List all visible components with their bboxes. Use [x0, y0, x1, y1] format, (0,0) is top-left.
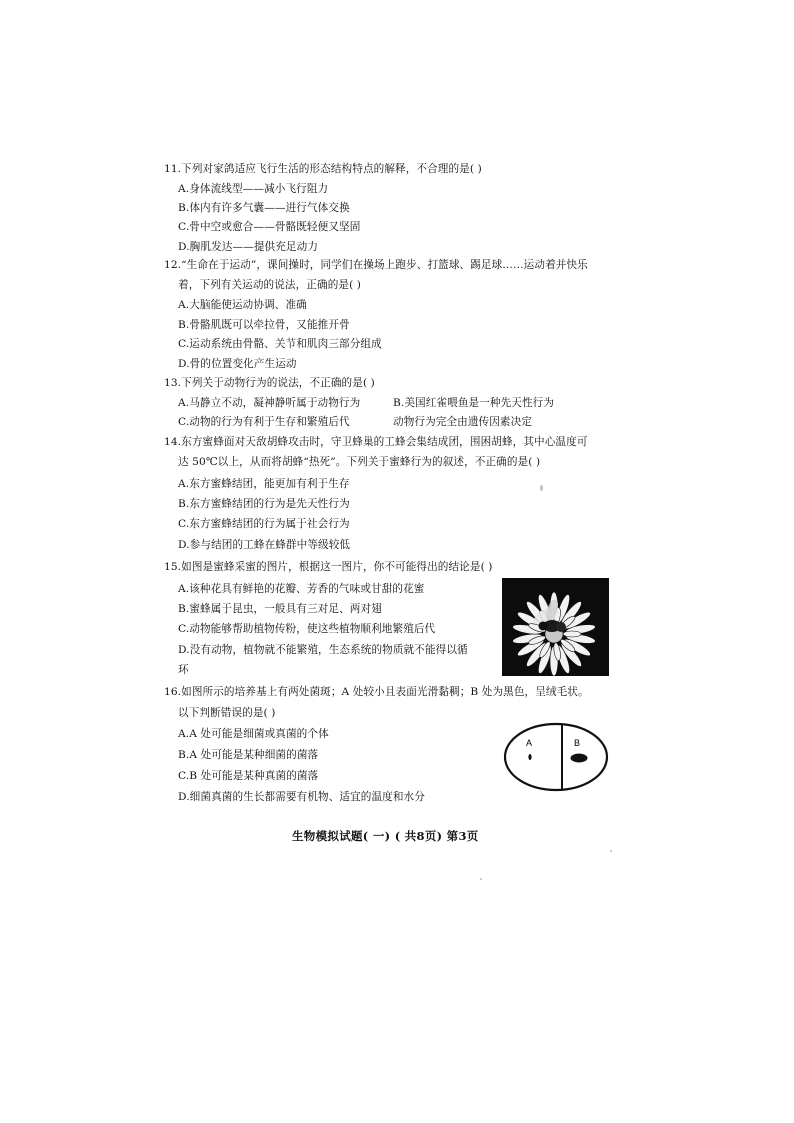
q11-option-a: A.身体流线型——减小飞行阻力 [178, 183, 329, 195]
page-footer: 生物模拟试题( 一) ( 共8页) 第3页 [292, 829, 479, 843]
q14-option-a: A.东方蜜蜂结团，能更加有利于生存 [178, 478, 350, 490]
q12-option-a: A.大脑能使运动协调、准确 [178, 299, 307, 311]
flower-illustration [502, 578, 609, 676]
q11-option-d: D.胸肌发达——提供充足动力 [178, 241, 319, 253]
q15-stem: 15.如图是蜜蜂采蜜的图片，根据这一图片，你不可能得出的结论是( ) [164, 561, 493, 573]
q13-option-c: C.动物的行为有利于生存和繁殖后代 [178, 416, 350, 428]
q11-option-b: B.体内有许多气囊——进行气体交换 [178, 202, 350, 214]
label-b: B [573, 738, 581, 748]
q13-option-b: B.美国红雀喂鱼是一种先天性行为 [393, 397, 555, 409]
q11-option-c: C.骨中空或愈合——骨骼既轻便又坚固 [178, 221, 361, 233]
q12-option-c: C.运动系统由骨骼、关节和肌肉三部分组成 [178, 338, 382, 350]
q15-option-d-continued: 环 [178, 664, 189, 676]
q16-stem: 16.如图所示的培养基上有两处菌斑；A 处较小且表面光滑黏稠；B 处为黑色，呈绒毛状。 [164, 686, 589, 698]
q11-stem: 11.下列对家鸽适应飞行生活的形态结构特点的解释，不合理的是( ) [164, 163, 482, 175]
q16-option-b: B.A 处可能是某种细菌的菌落 [178, 749, 319, 761]
q16-option-a: A.A 处可能是细菌或真菌的个体 [178, 728, 329, 740]
q15-option-b: B.蜜蜂属于昆虫，一般具有三对足、两对翅 [178, 603, 382, 615]
q12-option-b: B.骨骼肌既可以牵拉骨，又能推开骨 [178, 319, 350, 331]
q14-stem-continued: 达 50℃以上，从而将胡蜂“热死”。下列关于蜜蜂行为的叙述，不正确的是( ) [178, 456, 541, 468]
q12-stem-continued: 着，下列有关运动的说法，正确的是( ) [178, 279, 362, 291]
q14-option-c: C.东方蜜蜂结团的行为属于社会行为 [178, 518, 350, 530]
dish-outline [505, 724, 607, 790]
q15-option-c: C.动物能够帮助植物传粉，使这些植物顺利地繁殖后代 [178, 623, 436, 635]
colony-b [571, 754, 588, 763]
q16-stem-continued: 以下判断错误的是( ) [178, 707, 276, 719]
q14-stem: 14.东方蜜蜂面对天敌胡蜂攻击时，守卫蜂巢的工蜂会集结成团，围困胡蜂，其中心温度可 [164, 436, 588, 448]
scan-speck [480, 878, 482, 880]
q15-option-a: A.该种花具有鲜艳的花瓣、芳香的气味或甘甜的花蜜 [178, 583, 425, 595]
bee-flower-photo [502, 578, 609, 676]
q12-stem: 12.“生命在于运动”，课间操时，同学们在操场上跑步、打篮球、踢足球……运动着并快乐 [164, 259, 588, 271]
scan-speck [610, 850, 612, 852]
q14-option-b: B.东方蜜蜂结团的行为是先天性行为 [178, 498, 350, 510]
q16-option-c: C.B 处可能是某种真菌的菌落 [178, 770, 319, 782]
q13-option-d: 动物行为完全由遗传因素决定 [393, 416, 533, 428]
q16-option-d: D.细菌真菌的生长都需要有机物、适宜的温度和水分 [178, 791, 425, 803]
q15-option-d: D.没有动物，植物就不能繁殖，生态系统的物质就不能得以循 [178, 644, 468, 656]
petri-dish-diagram [503, 722, 609, 792]
scan-speck [540, 485, 543, 491]
colony-a [528, 754, 531, 760]
q13-option-a: A.马静立不动，凝神静听属于动物行为 [178, 397, 361, 409]
label-a: A [525, 738, 533, 748]
q14-option-d: D.参与结团的工蜂在蜂群中等级较低 [178, 539, 351, 551]
q13-stem: 13.下列关于动物行为的说法，不正确的是( ) [164, 377, 375, 389]
q12-option-d: D.骨的位置变化产生运动 [178, 358, 297, 370]
